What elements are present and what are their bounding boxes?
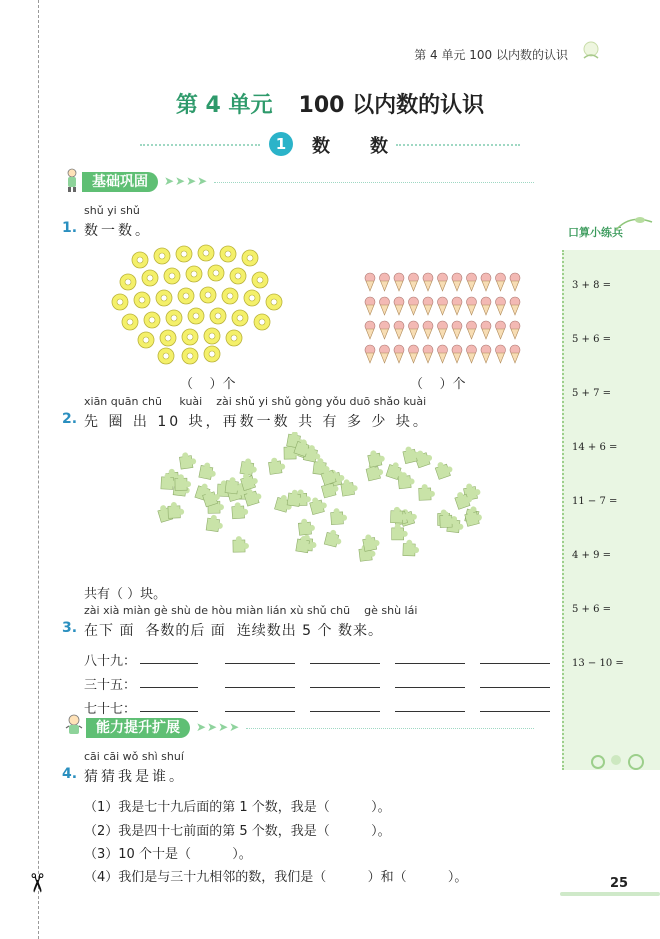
q3-answer-blank[interactable] — [310, 711, 380, 712]
q2-pinyin: xiān quān chū kuài zài shǔ yi shǔ gòng yǒu duō shǎo kuài — [84, 395, 427, 408]
coin-icon — [166, 310, 182, 326]
icecream-illustration — [362, 268, 527, 368]
coin-icon — [160, 330, 176, 346]
icecream-icon — [510, 345, 520, 363]
lesson-number-badge: 1 — [269, 132, 293, 156]
sidebar-math-item[interactable]: 4 + 9 = — [572, 550, 612, 561]
coin-icon — [182, 348, 198, 364]
kid-icon — [64, 714, 84, 738]
coin-icon — [254, 314, 270, 330]
coin-icon — [186, 266, 202, 282]
q3-row-label: 八十九： — [84, 654, 137, 669]
puzzle-piece-icon — [330, 508, 347, 525]
q3-row-label: 七十七： — [84, 702, 137, 717]
section-basic-label: 基础巩固 — [82, 172, 158, 192]
q3-text: 在下 面 各数的后 面 连续数出 5 个 数来。 — [84, 623, 383, 639]
icecream-icon — [409, 273, 419, 291]
puzzle-piece-icon — [434, 459, 454, 479]
icecream-icon — [423, 297, 433, 315]
coin-icon — [176, 246, 192, 262]
q3-number: 3. — [62, 620, 78, 636]
icecream-icon — [481, 321, 491, 339]
icecream-icon — [365, 297, 375, 315]
puzzle-piece-icon — [199, 461, 218, 480]
lesson-rule-right — [396, 144, 520, 146]
coin-icon — [220, 246, 236, 262]
coin-icon — [156, 290, 172, 306]
puzzle-piece-icon — [268, 456, 286, 474]
coin-icon — [138, 332, 154, 348]
cut-line — [38, 0, 39, 939]
q3-answer-blank[interactable] — [395, 663, 465, 664]
coin-icon — [204, 346, 220, 362]
icecream-icon — [394, 297, 404, 315]
q1-text: 数一数。 — [84, 223, 152, 239]
q3-answer-blank[interactable] — [140, 663, 198, 664]
section-advanced — [64, 718, 534, 740]
sidebar-math-item[interactable]: 5 + 6 = — [572, 334, 612, 345]
icecream-icon — [496, 345, 506, 363]
icecream-icon — [438, 273, 448, 291]
icecream-icon — [380, 273, 390, 291]
sidebar-math-item[interactable]: 11 − 7 = — [572, 496, 618, 507]
q3-answer-blank[interactable] — [310, 687, 380, 688]
icecream-icon — [423, 321, 433, 339]
q3-pinyin: zài xià miàn gè shù de hòu miàn lián xù shǔ chū gè shù lái — [84, 604, 418, 617]
icecream-icon — [510, 297, 520, 315]
puzzle-piece-icon — [298, 518, 316, 536]
coin-icon — [112, 294, 128, 310]
leaf-sprig-icon — [578, 38, 604, 64]
coin-icon — [200, 287, 216, 303]
section-advanced-label: 能力提升扩展 — [86, 718, 190, 738]
icecream-icon — [365, 345, 375, 363]
icecream-icon — [380, 297, 390, 315]
unit-title — [0, 88, 660, 119]
q4-pinyin: cāi cāi wǒ shì shuí — [84, 750, 184, 763]
q4-number: 4. — [62, 766, 78, 782]
sidebar-math-item[interactable]: 13 − 10 = — [572, 658, 624, 669]
icecream-icon — [380, 345, 390, 363]
puzzle-piece-icon — [324, 529, 343, 548]
puzzle-piece-icon — [179, 451, 197, 469]
coin-icon — [244, 290, 260, 306]
section-rule — [214, 182, 534, 183]
coin-icon — [132, 252, 148, 268]
q3-answer-blank[interactable] — [225, 687, 295, 688]
icecream-icon — [394, 273, 404, 291]
sidebar-math-item[interactable]: 5 + 7 = — [572, 388, 612, 399]
section-arrows: ➤➤➤➤ — [164, 174, 209, 188]
coin-icon — [232, 310, 248, 326]
icecream-icon — [409, 321, 419, 339]
mental-math-sidebar — [562, 250, 660, 770]
unit-topic: 100 以内数的认识 — [298, 93, 485, 118]
coin-icon — [154, 248, 170, 264]
q2-number: 2. — [62, 411, 78, 427]
page-number-underline — [560, 892, 660, 896]
icecream-icon — [394, 321, 404, 339]
coin-icon — [242, 250, 258, 266]
sidebar-math-item[interactable]: 5 + 6 = — [572, 604, 612, 615]
swirl-decoration-icon — [586, 748, 656, 774]
unit-number: 第 4 单元 — [175, 93, 273, 118]
q3-answer-blank[interactable] — [480, 687, 550, 688]
puzzle-piece-icon — [240, 458, 259, 477]
page-number: 25 — [610, 876, 629, 891]
q4-item[interactable]: （4）我们是与三十九相邻的数，我们是（ ）和（ ）。 — [84, 870, 468, 885]
puzzle-piece-icon — [362, 533, 381, 552]
q4-text: 猜猜我是谁。 — [84, 769, 186, 785]
q3-answer-blank[interactable] — [310, 663, 380, 664]
icecream-icon — [496, 273, 506, 291]
q3-answer-blank[interactable] — [395, 687, 465, 688]
section-basic — [64, 172, 534, 194]
icecream-icon — [409, 297, 419, 315]
puzzle-piece-icon — [206, 514, 224, 532]
icecream-icon — [365, 321, 375, 339]
q3-answer-blank[interactable] — [395, 711, 465, 712]
section-arrows: ➤➤➤➤ — [196, 720, 241, 734]
puzzle-piece-icon — [367, 448, 386, 467]
coin-icon — [252, 272, 268, 288]
coin-icon — [210, 308, 226, 324]
coin-icon — [142, 270, 158, 286]
coin-icon — [226, 330, 242, 346]
icecream-icon — [452, 321, 462, 339]
q3-answer-blank[interactable] — [225, 711, 295, 712]
icecream-icon — [452, 297, 462, 315]
coin-icon — [178, 288, 194, 304]
coin-icon — [144, 312, 160, 328]
q1-number: 1. — [62, 220, 78, 236]
running-header: 第 4 单元 100 以内数的认识 — [414, 48, 568, 62]
q3-answer-blank[interactable] — [140, 711, 198, 712]
q1-blank-left[interactable]: （ ）个 — [180, 377, 236, 392]
icecream-icon — [510, 273, 520, 291]
coin-icon — [188, 308, 204, 324]
puzzle-pieces-illustration — [150, 432, 490, 572]
icecream-icon — [467, 297, 477, 315]
icecream-icon — [510, 321, 520, 339]
icecream-icon — [452, 345, 462, 363]
section-rule — [246, 728, 534, 729]
q3-answer-blank[interactable] — [225, 663, 295, 664]
q2-answer[interactable]: 共有（ ）块。 — [84, 587, 167, 602]
icecream-icon — [467, 345, 477, 363]
icecream-icon — [481, 297, 491, 315]
vine-icon — [614, 212, 654, 234]
lesson-rule-left — [140, 144, 260, 146]
lesson-heading — [140, 132, 520, 158]
icecream-icon — [394, 345, 404, 363]
icecream-icon — [467, 321, 477, 339]
coin-icon — [158, 348, 174, 364]
scissors-icon: ✂ — [20, 872, 51, 894]
icecream-icon — [496, 321, 506, 339]
puzzle-piece-icon — [233, 536, 249, 552]
icecream-icon — [452, 273, 462, 291]
icecream-icon — [496, 297, 506, 315]
coin-icon — [182, 329, 198, 345]
icecream-icon — [438, 321, 448, 339]
q4-item[interactable]: （2）我是四十七前面的第 5 个数，我是（ ）。 — [84, 824, 391, 839]
icecream-icon — [423, 273, 433, 291]
coin-icon — [134, 292, 150, 308]
q4-item[interactable]: （1）我是七十九后面的第 1 个数，我是（ ）。 — [84, 800, 391, 815]
coin-icon — [204, 328, 220, 344]
coin-icon — [164, 268, 180, 284]
icecream-icon — [438, 297, 448, 315]
icecream-icon — [423, 345, 433, 363]
puzzle-piece-icon — [340, 478, 358, 496]
q2-text: 先 圈 出 10 块，再数一数 共 有 多 少 块。 — [84, 414, 430, 430]
q4-item[interactable]: （3）10 个十是（ ）。 — [84, 847, 252, 862]
q1-blank-right[interactable]: （ ）个 — [410, 377, 466, 392]
q3-row-label: 三十五： — [84, 678, 137, 693]
coin-icon — [198, 245, 214, 261]
sidebar-math-item[interactable]: 3 + 8 = — [572, 280, 612, 291]
puzzle-piece-icon — [392, 524, 408, 540]
coin-icon — [222, 288, 238, 304]
icecream-icon — [438, 345, 448, 363]
puzzle-piece-icon — [168, 502, 185, 519]
icecream-icon — [409, 345, 419, 363]
puzzle-piece-icon — [419, 484, 436, 501]
q3-answer-blank[interactable] — [140, 687, 198, 688]
coins-illustration — [100, 240, 290, 370]
icecream-icon — [481, 273, 491, 291]
lesson-title: 数数 — [312, 136, 428, 157]
icecream-icon — [481, 345, 491, 363]
coin-icon — [208, 265, 224, 281]
coin-icon — [120, 274, 136, 290]
icecream-icon — [467, 273, 477, 291]
icecream-icon — [365, 273, 375, 291]
puzzle-piece-icon — [231, 502, 248, 519]
q1-pinyin: shǔ yi shǔ — [84, 204, 140, 217]
q3-answer-blank[interactable] — [480, 711, 550, 712]
q3-answer-blank[interactable] — [480, 663, 550, 664]
icecream-icon — [380, 321, 390, 339]
kid-icon — [64, 168, 80, 192]
sidebar-title: 口算小练兵 — [568, 226, 623, 239]
sidebar-math-item[interactable]: 14 + 6 = — [572, 442, 618, 453]
puzzle-piece-icon — [403, 540, 420, 557]
coin-icon — [122, 314, 138, 330]
coin-icon — [230, 268, 246, 284]
coin-icon — [266, 294, 282, 310]
